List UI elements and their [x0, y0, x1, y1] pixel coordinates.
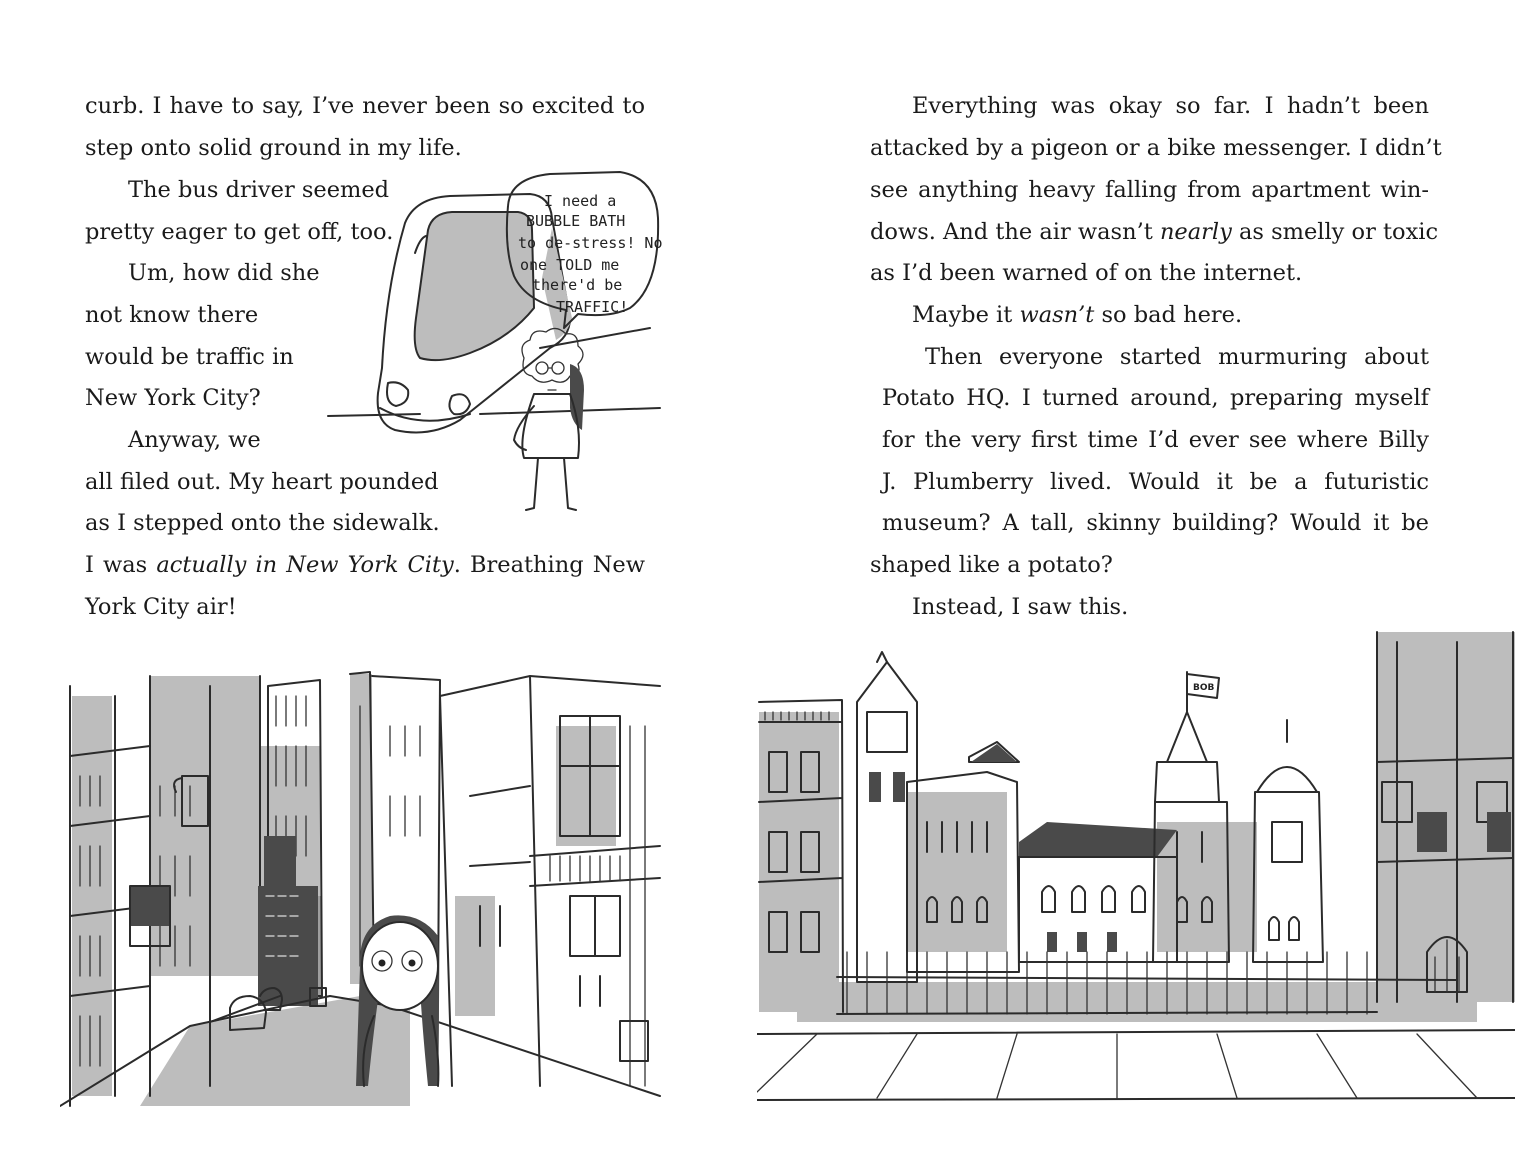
text-line: step onto solid ground in my life. — [85, 135, 462, 161]
text-line: I was actually in New York City. Breathing New — [85, 552, 645, 578]
text-line: would be traffic in — [85, 344, 294, 370]
text-line: museum? A tall, skinny building? Would it be — [882, 510, 1429, 536]
bubble-line: I need a — [544, 192, 617, 210]
text-line: New York City? — [85, 385, 261, 411]
potato-hq-illustration — [757, 622, 1515, 1122]
bubble-line: one TOLD me — [520, 256, 620, 274]
text-line: shaped like a potato? — [870, 552, 1113, 578]
text-line: Maybe it wasn’t so bad here. — [912, 302, 1243, 328]
text-line: see anything heavy falling from apartment win- — [870, 177, 1429, 203]
bubble-line: to de-stress! No — [518, 234, 663, 252]
bubble-line: BUBBLE BATH — [526, 212, 626, 230]
text-line: Then everyone started murmuring about — [925, 344, 1429, 370]
text-line: attacked by a pigeon or a bike messenger. I didn’t — [870, 135, 1442, 161]
text-line: curb. I have to say, I’ve never been so excited to — [85, 93, 645, 119]
city-street-illustration — [60, 666, 662, 1116]
text-line: all filed out. My heart pounded — [85, 469, 439, 495]
right-page — [757, 0, 1515, 1159]
text-line: The bus driver seemed — [128, 177, 390, 203]
text-line: as I stepped onto the sidewalk. — [85, 510, 440, 536]
text-line: not know there — [85, 302, 259, 328]
text-line: Instead, I saw this. — [912, 594, 1129, 620]
text-line: Everything was okay so far. I hadn’t been — [912, 93, 1429, 119]
text-line: Anyway, we — [128, 427, 261, 453]
text-line: as I’d been warned of on the internet. — [870, 260, 1303, 286]
text-line: York City air! — [85, 594, 237, 620]
text-line: pretty eager to get off, too. — [85, 219, 394, 245]
bubble-line: TRAFFIC! — [556, 298, 629, 316]
bubble-line: there'd be — [532, 276, 623, 294]
text-line: Potato HQ. I turned around, preparing myself — [882, 385, 1429, 411]
left-page — [0, 0, 757, 1159]
bus-driver-illustration — [320, 168, 680, 528]
text-line: for the very first time I’d ever see where Billy — [882, 427, 1429, 453]
text-line: Um, how did she — [128, 260, 320, 286]
text-line: J. Plumberry lived. Would it be a futuristic — [882, 469, 1429, 495]
flag-label: BOB — [1193, 683, 1215, 693]
text-line: dows. And the air wasn’t nearly as smelly or toxic — [870, 219, 1439, 245]
